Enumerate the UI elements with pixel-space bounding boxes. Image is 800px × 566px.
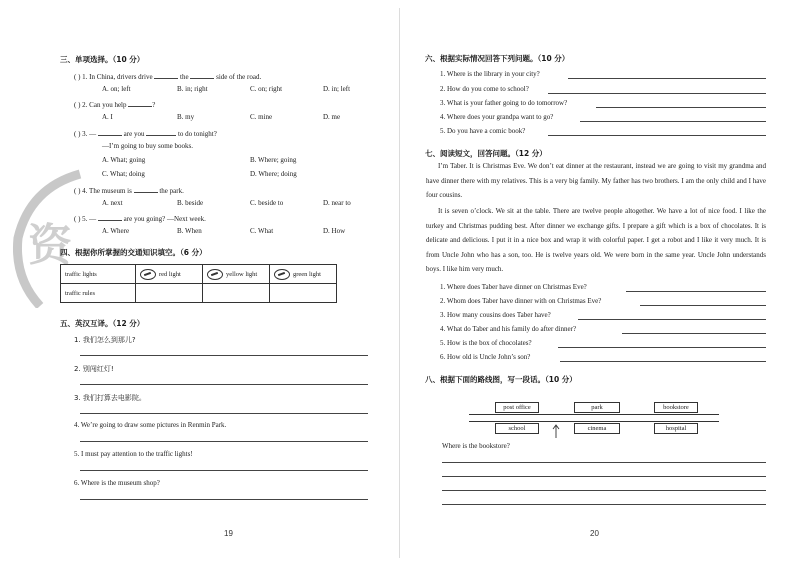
reading-question-6: 6. How old is Uncle John’s son? (440, 353, 531, 361)
answer-line[interactable] (596, 107, 766, 108)
road-line (469, 414, 719, 415)
question-6-1: 1. Where is the library in your city? (440, 70, 540, 78)
answer-blank[interactable] (98, 128, 122, 136)
q3-option-b[interactable]: B. Where; going (250, 156, 297, 164)
answer-line[interactable] (548, 135, 766, 136)
translate-item-4: 4. We’re going to draw some pictures in Renmin Park. (74, 421, 227, 429)
answer-line[interactable] (622, 333, 766, 334)
question-2: ( ) 2. Can you help ? (74, 101, 156, 109)
answer-line[interactable] (558, 347, 766, 348)
translate-item-5: 5. I must pay attention to the traffic lights! (74, 450, 193, 458)
red-light-sign-icon (140, 269, 156, 280)
answer-line[interactable] (80, 413, 368, 414)
answer-line[interactable] (568, 78, 766, 79)
traffic-table (60, 264, 337, 303)
q1-option-b[interactable]: B. in; right (177, 85, 208, 93)
translate-item-3: 3. 我们打算去电影院。 (74, 394, 146, 402)
section-5-title: 五、英汉互译。（12 分） (60, 319, 145, 328)
svg-text:资: 资 (28, 220, 72, 271)
traffic-rules-header: traffic rules (61, 284, 136, 303)
hospital-box: hospital (654, 423, 698, 434)
question-6-4: 4. Where does your grandpa want to go? (440, 113, 554, 121)
question-1: ( ) 1. In China, drivers drive the side of the road. (74, 73, 262, 81)
traffic-lights-header: traffic lights (61, 265, 136, 284)
q2-option-c[interactable]: C. mine (250, 113, 273, 121)
answer-line[interactable] (80, 470, 368, 471)
section-6-title: 六、根据实际情况回答下列问题。（10 分） (425, 54, 570, 63)
red-light-cell: red light (136, 265, 203, 284)
section-7-title: 七、阅读短文，回答问题。（12 分） (425, 149, 547, 158)
answer-line[interactable] (80, 355, 368, 356)
reading-paragraph-2: It is seven o’clock. We sit at the table. There are twelve people altogether. We have a lot of nice food. I like the turkey and Christmas pudding best. After dinner we exchange gifts. I prepare a gift which is a box of chocolates. It is delicate and delicious. I put it in a nice box and wrap it with colorful paper. I get a robot and I like it very much. It is from Uncle John who has a son, too. He is twelve years old. We were born in the same year. Uncle John understands boys. I like him very much. (426, 207, 766, 274)
school-box: school (495, 423, 539, 434)
answer-line[interactable] (80, 384, 368, 385)
reading-question-4: 4. What do Taber and his family do after dinner? (440, 325, 577, 333)
translate-item-2: 2. 别闯红灯! (74, 365, 114, 373)
q3-option-d[interactable]: D. Where; doing (250, 170, 297, 178)
q3-dialogue-line: —I’m going to buy some books. (102, 142, 193, 150)
q3-option-c[interactable]: C. What; doing (102, 170, 145, 178)
reading-question-5: 5. How is the box of chocolates? (440, 339, 532, 347)
section-4-title: 四、根据你所掌握的交通知识填空。（6 分） (60, 248, 207, 257)
answer-line[interactable] (548, 93, 766, 94)
q5-option-c[interactable]: C. What (250, 227, 274, 235)
answer-line[interactable] (626, 291, 766, 292)
q5-option-a[interactable]: A. Where (102, 227, 130, 235)
question-4: ( ) 4. The museum is the park. (74, 187, 184, 195)
post-office-box: post office (495, 402, 539, 413)
q1-option-c[interactable]: C. on; right (250, 85, 283, 93)
answer-cell[interactable] (203, 284, 270, 303)
q1-option-a[interactable]: A. on; left (102, 85, 131, 93)
green-light-sign-icon (274, 269, 290, 280)
answer-line[interactable] (640, 305, 766, 306)
q2-option-b[interactable]: B. my (177, 113, 195, 121)
q5-option-d[interactable]: D. How (323, 227, 346, 235)
answer-blank[interactable] (190, 71, 214, 79)
writing-line[interactable] (442, 462, 766, 463)
yellow-light-sign-icon (207, 269, 223, 280)
q4-option-d[interactable]: D. near to (323, 199, 351, 207)
reading-question-3: 3. How many cousins does Taber have? (440, 311, 551, 319)
q4-option-b[interactable]: B. beside (177, 199, 204, 207)
answer-blank[interactable] (146, 128, 176, 136)
translate-item-1: 1. 我们怎么到那儿? (74, 336, 136, 344)
question-6-5: 5. Do you have a comic book? (440, 127, 526, 135)
q5-option-b[interactable]: B. When (177, 227, 202, 235)
answer-line[interactable] (578, 319, 766, 320)
writing-prompt: Where is the bookstore? (442, 442, 510, 450)
north-arrow-icon (552, 424, 560, 438)
bookstore-box: bookstore (654, 402, 698, 413)
green-light-cell: green light (270, 265, 337, 284)
q4-option-a[interactable]: A. next (102, 199, 123, 207)
question-6-2: 2. How do you come to school? (440, 85, 529, 93)
q4-option-c[interactable]: C. beside to (250, 199, 284, 207)
translate-item-6: 6. Where is the museum shop? (74, 479, 160, 487)
q2-option-d[interactable]: D. me (323, 113, 341, 121)
reading-question-1: 1. Where does Taber have dinner on Christmas Eve? (440, 283, 587, 291)
answer-cell[interactable] (270, 284, 337, 303)
q3-option-a[interactable]: A. What; going (102, 156, 146, 164)
section-8-title: 八、根据下面的路线图，写一段话。（10 分） (425, 375, 577, 384)
cinema-box: cinema (574, 423, 620, 434)
yellow-light-cell: yellow light (203, 265, 270, 284)
question-5: ( ) 5. — are you going? —Next week. (74, 215, 206, 223)
answer-cell[interactable] (136, 284, 203, 303)
q1-option-d[interactable]: D. in; left (323, 85, 351, 93)
answer-blank[interactable] (128, 99, 152, 107)
writing-line[interactable] (442, 476, 766, 477)
park-box: park (574, 402, 620, 413)
question-3: ( ) 3. — are you to do tonight? (74, 130, 217, 138)
page-number-left: 19 (224, 529, 233, 538)
answer-line[interactable] (80, 441, 368, 442)
answer-line[interactable] (80, 499, 368, 500)
writing-line[interactable] (442, 504, 766, 505)
reading-question-2: 2. Whom does Taber have dinner with on Christmas Eve? (440, 297, 602, 305)
answer-line[interactable] (580, 121, 766, 122)
right-page (400, 0, 800, 566)
page-number-right: 20 (590, 529, 599, 538)
answer-line[interactable] (560, 361, 766, 362)
answer-blank[interactable] (154, 71, 178, 79)
answer-blank[interactable] (134, 185, 158, 193)
road-line (469, 421, 719, 422)
reading-paragraph-1: I’m Taber. It is Christmas Eve. We don’t eat dinner at the restaurant, instead we are going to visit my grandma and have dinner there with my relatives. This is a very big family. My father has two brothers. I am the only child and I have four cousins. (426, 162, 766, 200)
writing-line[interactable] (442, 490, 766, 491)
q2-option-a[interactable]: A. I (102, 113, 113, 121)
answer-blank[interactable] (98, 213, 122, 221)
section-3-title: 三、单项选择。（10 分） (60, 55, 145, 64)
question-6-3: 3. What is your father going to do tomorrow? (440, 99, 568, 107)
